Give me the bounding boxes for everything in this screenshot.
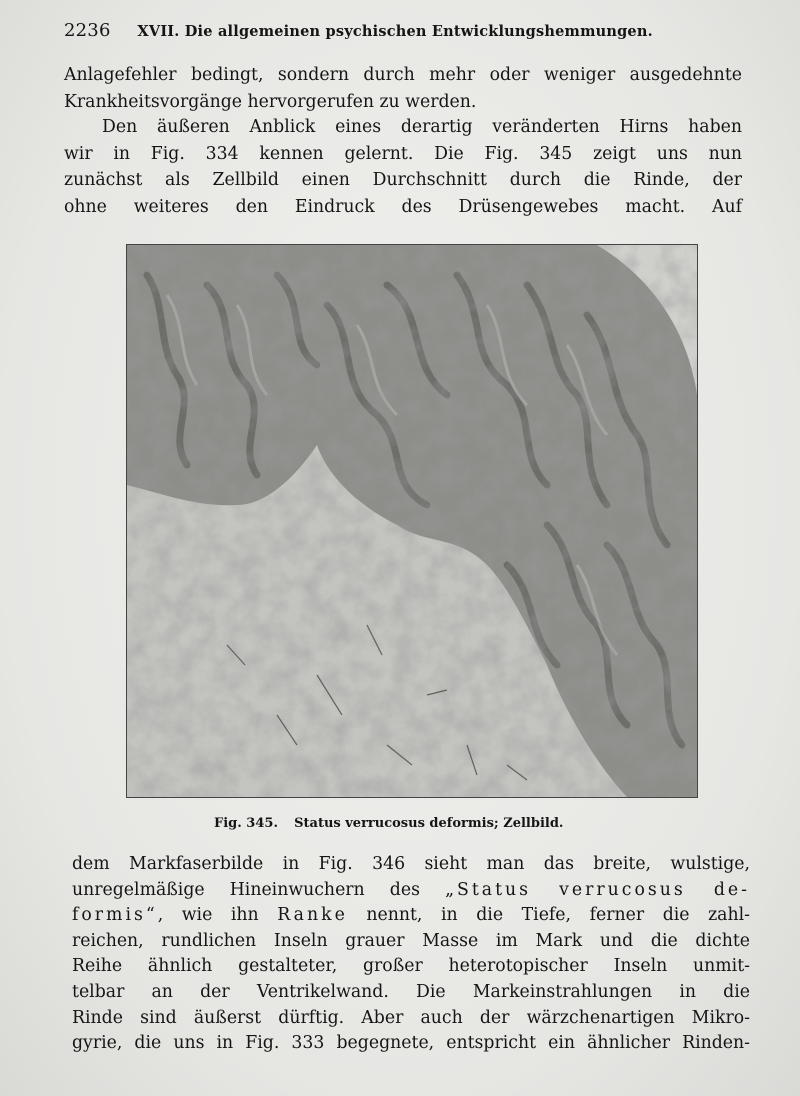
text-line: Rinde sind äußerst dürftig. Aber auch der wärzchenartigen Mikro- [72, 1007, 750, 1028]
page-number: 2236 [64, 20, 111, 41]
text-line: Anlagefehler bedingt, sondern durch mehr oder weniger ausgedehnte [64, 65, 742, 85]
text-line: gyrie, die uns in Fig. 333 begegnete, entspricht ein ähnlicher Rinden- [72, 1033, 750, 1054]
text-line: Den äußeren Anblick eines derartig veränderten Hirns haben [102, 117, 742, 137]
paragraph-continued [64, 62, 742, 115]
text-segment: unregelmäßige Hineinwuchern des [72, 879, 446, 900]
text-line: zunächst als Zellbild einen Durchschnitt durch die Rinde, der [64, 170, 742, 190]
paragraph-after-figure [72, 852, 750, 1057]
text-segment: , wie ihn [157, 905, 278, 926]
author-name: Ranke [277, 905, 348, 926]
text-line: Reihe ähnlich gestalteter, großer heterotopischer Inseln unmit- [72, 956, 750, 977]
figure-number: Fig. 345. [214, 816, 278, 831]
text-line [72, 903, 750, 929]
text-line: dem Markfaserbilde in Fig. 346 sieht man das breite, wulstige, [72, 854, 750, 874]
emphasized-term: formis“ [72, 905, 158, 926]
figure-caption [214, 816, 634, 831]
text-line: Krankheitsvorgänge hervorgerufen zu werden. [64, 91, 477, 112]
chapter-title: XVII. Die allgemeinen psychischen Entwicklungshemmungen. [137, 23, 653, 40]
text-segment: nennt, in die Tiefe, ferner die zahl- [347, 905, 750, 926]
running-header [64, 20, 744, 41]
micrograph-figure [126, 244, 698, 798]
micrograph-image [127, 245, 697, 797]
text-line: wir in Fig. 334 kennen gelernt. Die Fig. 345 zeigt uns nun [64, 143, 742, 164]
text-line: reichen, rundlichen Inseln grauer Masse im Mark und die dichte [72, 930, 750, 951]
emphasized-term: „Status verrucosus de- [445, 879, 750, 900]
text-line [72, 878, 750, 904]
figure-title: Status verrucosus deformis; Zellbild. [294, 816, 564, 831]
text-line: telbar an der Ventrikelwand. Die Markeinstrahlungen in die [72, 981, 750, 1002]
text-line: ohne weiteres den Eindruck des Drüsengewebes macht. Auf [64, 196, 742, 217]
paragraph [64, 114, 742, 220]
